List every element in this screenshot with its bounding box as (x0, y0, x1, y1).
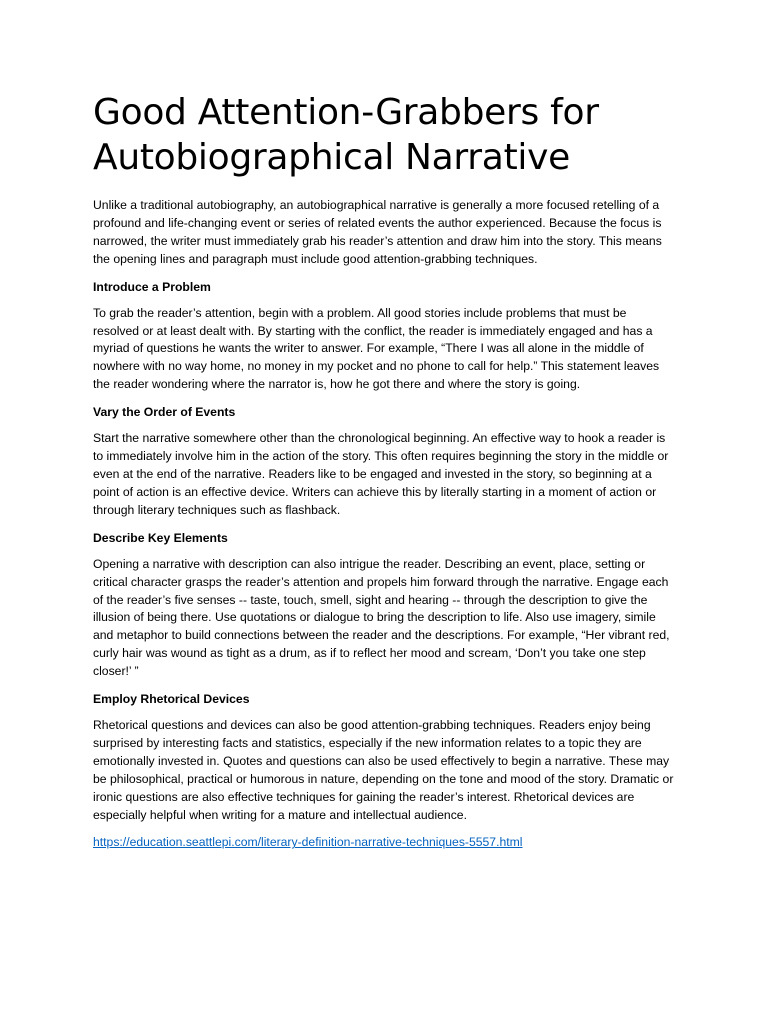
section-heading-vary-order: Vary the Order of Events (93, 405, 236, 420)
source-link[interactable]: https://education.seattlepi.com/literary-definition-narrative-techniques-5557.html (93, 835, 523, 850)
section-body-rhetorical-devices: Rhetorical questions and devices can also be good attention-grabbing techniques. Readers enjoy being surprised by interesting facts and statistics, especially if the new information relates to a topic they are emotionally invested in. Quotes and questions can also be used effectively to begin a narrative. These may be philosophical, practical or humorous in nature, depending on the tone and mood of the story. Dramatic or ironic questions are also effective techniques for gaining the reader’s interest. Rhetorical devices are especially helpful when writing for a mature and intellectual audience. (93, 718, 674, 822)
section-heading-introduce-problem: Introduce a Problem (93, 279, 211, 294)
section-heading-describe-elements: Describe Key Elements (93, 530, 228, 545)
document-title: Good Attention-Grabbers for Autobiographical Narrative (93, 92, 599, 178)
section-body-vary-order: Start the narrative somewhere other than the chronological beginning. An effective way to hook a reader is to immediately involve him in the action of the story. This often requires beginning the story in the middle or even at the end of the narrative. Readers like to be engaged and invested in the story, so beginning at a point of action is an effective device. Writers can achieve this by literally starting in a moment of action or through literary techniques such as flashback. (93, 431, 669, 517)
section-heading-rhetorical-devices: Employ Rhetorical Devices (93, 692, 250, 707)
section-body-introduce-problem: To grab the reader’s attention, begin with a problem. All good stories include problems that must be resolved or at least dealt with. By starting with the conflict, the reader is immediately engaged and has a myriad of questions he wants the writer to answer. For example, “There I was all alone in the middle of nowhere with no way home, no money in my pocket and no phone to call for help.” This statement leaves the reader wondering where the narrator is, how he got there and where the story is going. (93, 305, 660, 392)
section-body-describe-elements: Opening a narrative with description can also intrigue the reader. Describing an event, place, setting or critical character grasps the reader’s attention and propels him forward through the narrative. Engage each of the reader’s five senses -- taste, touch, smell, sight and hearing -- through the description to give the illusion of being there. Use quotations or dialogue to bring the description to life. Also use imagery, simile and metaphor to build connections between the reader and the descriptions. For example, “Her vibrant red, curly hair was wound as tight as a drum, as if to reflect her mood and scream, ‘Don’t you take one step closer!’ ” (93, 556, 670, 679)
intro-paragraph: Unlike a traditional autobiography, an autobiographical narrative is generally a more focused retelling of a profound and life-changing event or series of related events the author experienced. Because the focus is narrowed, the writer must immediately grab his reader’s attention and draw him into the story. This means the opening lines and paragraph must include good attention-grabbing techniques. (93, 198, 662, 266)
